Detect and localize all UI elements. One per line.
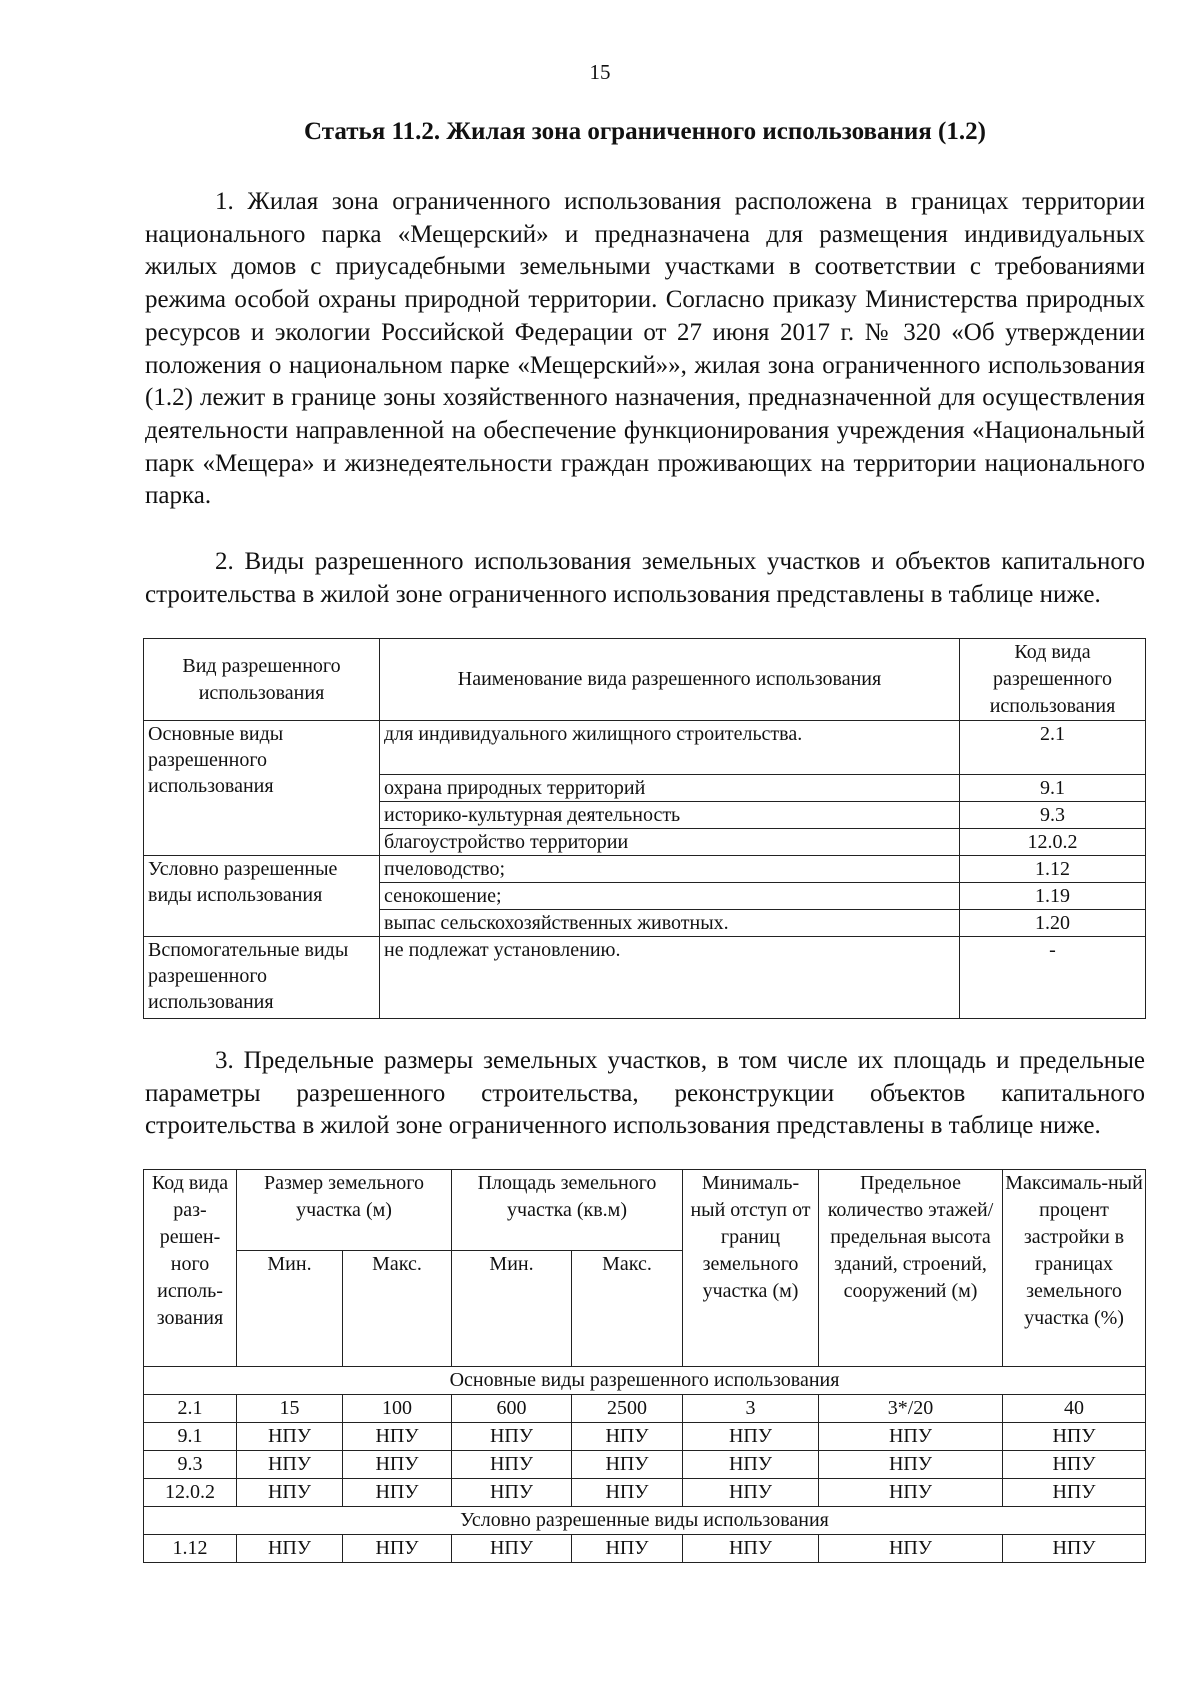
floors-cell: НПУ bbox=[819, 1451, 1003, 1479]
size-max-cell: НПУ bbox=[343, 1479, 452, 1507]
page-number: 15 bbox=[589, 60, 611, 84]
table-row bbox=[144, 937, 1146, 1019]
area-max-cell: НПУ bbox=[572, 1423, 683, 1451]
header-size-min: Мин. bbox=[237, 1251, 343, 1367]
use-name-cell: благоустройство территории bbox=[380, 829, 960, 856]
code-cell: 9.3 bbox=[144, 1451, 237, 1479]
table-row bbox=[144, 721, 1146, 775]
use-code-cell: 9.3 bbox=[960, 802, 1146, 829]
header-coverage: Максималь-ный процент застройки в границах земельного участка (%) bbox=[1003, 1170, 1146, 1367]
size-min-cell: НПУ bbox=[237, 1451, 343, 1479]
area-max-cell: НПУ bbox=[572, 1451, 683, 1479]
area-max-cell: 2500 bbox=[572, 1395, 683, 1423]
setback-cell: НПУ bbox=[683, 1451, 819, 1479]
header-plot-size: Размер земельного участка (м) bbox=[237, 1170, 452, 1251]
floors-cell: НПУ bbox=[819, 1423, 1003, 1451]
table-row bbox=[144, 856, 1146, 883]
use-code-cell: 1.12 bbox=[960, 856, 1146, 883]
header-use-type: Вид разрешенного использования bbox=[144, 639, 380, 721]
paragraph-2: 2. Виды разрешенного использования земельных участков и объектов капитального строительства в жилой зоне ограниченного использования представлены в таблице ниже. bbox=[145, 548, 1145, 608]
table-row bbox=[144, 1451, 1146, 1479]
setback-cell: НПУ bbox=[683, 1535, 819, 1563]
article-heading: Статья 11.2. Жилая зона ограниченного использования (1.2) bbox=[304, 118, 986, 145]
use-code-cell: 9.1 bbox=[960, 775, 1146, 802]
size-max-cell: НПУ bbox=[343, 1423, 452, 1451]
area-min-cell: НПУ bbox=[452, 1451, 572, 1479]
table-row bbox=[144, 1479, 1146, 1507]
code-cell: 9.1 bbox=[144, 1423, 237, 1451]
use-code-cell: 1.19 bbox=[960, 883, 1146, 910]
use-name-cell: не подлежат установлению. bbox=[380, 937, 960, 1019]
use-name-cell: сенокошение; bbox=[380, 883, 960, 910]
use-code-cell: 1.20 bbox=[960, 910, 1146, 937]
use-name-cell: пчеловодство; bbox=[380, 856, 960, 883]
size-max-cell: НПУ bbox=[343, 1535, 452, 1563]
header-setback: Минималь-ный отступ от границ земельного участка (м) bbox=[683, 1170, 819, 1367]
group-label-basic: Основные виды разрешенного использования bbox=[144, 721, 380, 856]
header-size-max: Макс. bbox=[343, 1251, 452, 1367]
section-basic: Основные виды разрешенного использования bbox=[144, 1367, 1146, 1395]
paragraph-1: 1. Жилая зона ограниченного использования расположена в границах территории национального парка «Мещерский» и предназначена для размещения индивидуальных жилых домов с приусадебными земельными участками в соответствии с требованиями режима особой охраны природной территории. Согласно приказу Министерства природных ресурсов и экологии Российской Федерации от 27 июня 2017 г. № 320 «Об утверждении положения о национальном парке «Мещерский»», жилая зона ограниченного использования (1.2) лежит в границе зоны хозяйственного назначения, предназначенной для осуществления деятельности направленной на обеспечение функционирования учреждения «Национальный парк «Мещера» и жизнедеятельности граждан проживающих на территории национального парка. bbox=[145, 188, 1145, 510]
floors-cell: НПУ bbox=[819, 1535, 1003, 1563]
table-header-row bbox=[144, 1170, 1146, 1251]
table-header-row bbox=[144, 639, 1146, 721]
parameters-table bbox=[143, 1169, 1146, 1563]
code-cell: 12.0.2 bbox=[144, 1479, 237, 1507]
header-plot-area: Площадь земельного участка (кв.м) bbox=[452, 1170, 683, 1251]
coverage-cell: НПУ bbox=[1003, 1423, 1146, 1451]
use-name-cell: для индивидуального жилищного строительства. bbox=[380, 721, 960, 775]
area-min-cell: НПУ bbox=[452, 1535, 572, 1563]
table-row bbox=[144, 1395, 1146, 1423]
coverage-cell: НПУ bbox=[1003, 1535, 1146, 1563]
area-min-cell: НПУ bbox=[452, 1479, 572, 1507]
area-min-cell: НПУ bbox=[452, 1423, 572, 1451]
size-min-cell: НПУ bbox=[237, 1479, 343, 1507]
size-min-cell: НПУ bbox=[237, 1423, 343, 1451]
size-max-cell: НПУ bbox=[343, 1451, 452, 1479]
use-name-cell: выпас сельскохозяйственных животных. bbox=[380, 910, 960, 937]
group-label-auxiliary: Вспомогательные виды разрешенного использования bbox=[144, 937, 380, 1019]
setback-cell: НПУ bbox=[683, 1423, 819, 1451]
header-floors: Предельное количество этажей/ предельная высота зданий, строений, сооружений (м) bbox=[819, 1170, 1003, 1367]
use-name-cell: охрана природных территорий bbox=[380, 775, 960, 802]
permitted-use-table bbox=[143, 638, 1146, 1019]
use-code-cell: 2.1 bbox=[960, 721, 1146, 775]
floors-cell: 3*/20 bbox=[819, 1395, 1003, 1423]
header-use-code: Код вида разрешенного использования bbox=[960, 639, 1146, 721]
group-label-conditional: Условно разрешенные виды использования bbox=[144, 856, 380, 937]
section-row bbox=[144, 1507, 1146, 1535]
table-row bbox=[144, 1535, 1146, 1563]
floors-cell: НПУ bbox=[819, 1479, 1003, 1507]
size-min-cell: 15 bbox=[237, 1395, 343, 1423]
coverage-cell: НПУ bbox=[1003, 1479, 1146, 1507]
section-row bbox=[144, 1367, 1146, 1395]
header-use-name: Наименование вида разрешенного использования bbox=[380, 639, 960, 721]
setback-cell: НПУ bbox=[683, 1479, 819, 1507]
area-min-cell: 600 bbox=[452, 1395, 572, 1423]
section-conditional: Условно разрешенные виды использования bbox=[144, 1507, 1146, 1535]
use-code-cell: - bbox=[960, 937, 1146, 1019]
table-row bbox=[144, 1423, 1146, 1451]
paragraph-3: 3. Предельные размеры земельных участков, в том числе их площадь и предельные параметры разрешенного строительства, реконструкции объектов капитального строительства в жилой зоне ограниченного использования представлены в таблице ниже. bbox=[145, 1047, 1145, 1140]
area-max-cell: НПУ bbox=[572, 1479, 683, 1507]
coverage-cell: 40 bbox=[1003, 1395, 1146, 1423]
header-area-min: Мин. bbox=[452, 1251, 572, 1367]
use-name-cell: историко-культурная деятельность bbox=[380, 802, 960, 829]
use-code-cell: 12.0.2 bbox=[960, 829, 1146, 856]
size-min-cell: НПУ bbox=[237, 1535, 343, 1563]
setback-cell: 3 bbox=[683, 1395, 819, 1423]
coverage-cell: НПУ bbox=[1003, 1451, 1146, 1479]
code-cell: 2.1 bbox=[144, 1395, 237, 1423]
size-max-cell: 100 bbox=[343, 1395, 452, 1423]
area-max-cell: НПУ bbox=[572, 1535, 683, 1563]
code-cell: 1.12 bbox=[144, 1535, 237, 1563]
header-code: Код вида раз-решен-ного исполь-зования bbox=[144, 1170, 237, 1367]
header-area-max: Макс. bbox=[572, 1251, 683, 1367]
